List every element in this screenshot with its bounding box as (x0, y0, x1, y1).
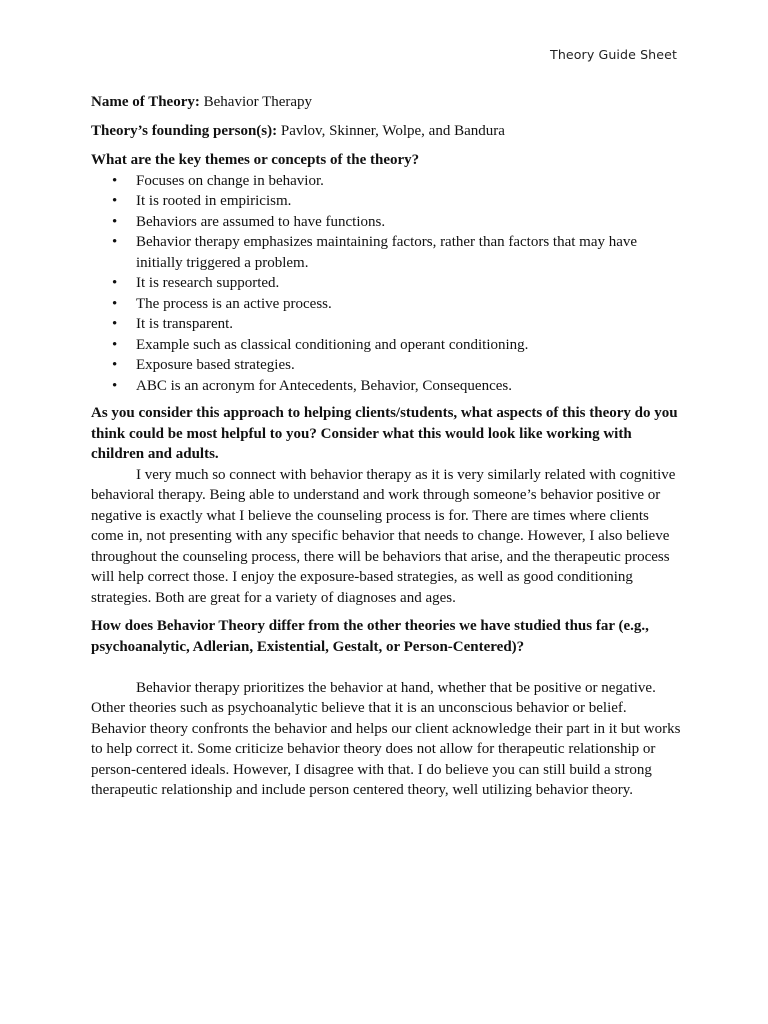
bullet-icon: • (112, 357, 118, 373)
theory-name-field (91, 92, 681, 113)
key-themes-question: What are the key themes or concepts of the theory? (91, 152, 420, 168)
bullet-icon: • (112, 193, 118, 209)
theory-differences-question: How does Behavior Theory differ from the other theories we have studied thus far (e.g., psychoanalytic, Adlerian, Existential, Gestalt, or Person-Centered)? (91, 618, 649, 655)
helpful-aspects-question: As you consider this approach to helping clients/students, what aspects of this theory do you think could be most helpful to you? Consider what this would look like working with children and adults. (91, 405, 678, 462)
list-item-text: Behaviors are assumed to have functions. (136, 213, 386, 230)
list-item-text: Example such as classical conditioning and operant conditioning. (136, 336, 529, 353)
list-item (91, 335, 681, 356)
bullet-icon: • (112, 275, 118, 291)
bullet-icon: • (112, 172, 118, 189)
bullet-icon: • (112, 234, 118, 250)
list-item-text: It is rooted in empiricism. (136, 193, 292, 209)
list-item (91, 294, 681, 315)
list-item (91, 232, 681, 273)
bullet-icon: • (112, 316, 118, 332)
list-item-text: Exposure based strategies. (136, 357, 295, 373)
theory-name-value: Behavior Therapy (199, 94, 313, 110)
list-item (91, 355, 681, 376)
list-item-text: The process is an active process. (136, 295, 332, 312)
bullet-icon: • (112, 377, 118, 394)
list-item-text: Behavior therapy emphasizes maintaining factors, rather than factors that may have initially triggered a problem. (136, 234, 638, 271)
list-item-text: Focuses on change in behavior. (136, 172, 324, 189)
list-item-text: It is transparent. (136, 316, 234, 332)
list-item (91, 314, 681, 335)
founders-label: Theory’s founding person(s): (91, 123, 278, 139)
list-item (91, 212, 681, 233)
document-body (91, 92, 681, 801)
section-gap (91, 608, 681, 616)
theory-differences-answer: Behavior therapy prioritizes the behavior at hand, whether that be positive or negative. Other theories such as psychoanalytic believe that it is an unconscious behavior or belief. Behavior theory confronts the behavior and helps our client acknowledge their part in it but works to help correct it. Some criticize behavior theory does not allow for therapeutic relationship or person-centered ideals. However, I disagree with that. I do believe you can still build a strong therapeutic relationship and include person centered theory, well utilizing behavior theory. (91, 679, 681, 798)
founders-field (91, 121, 681, 142)
founders-value: Pavlov, Skinner, Wolpe, and Bandura (277, 123, 505, 139)
running-header: Theory Guide Sheet (550, 47, 677, 62)
theory-name-label: Name of Theory: (91, 94, 200, 110)
helpful-aspects-answer: I very much so connect with behavior therapy as it is very similarly related with cognitive behavioral therapy. Being able to understand and work through someone’s behavior positive or negative is exactly what I believe the counseling process is for. There are times where clients come in, not presenting with any specific behavior that needs to change. However, I also believe throughout the counseling process, there will be behaviors that arise, and the therapeutic process will help correct those. I enjoy the exposure-based strategies, as well as good conditioning strategies. Both are great for a variety of diagnoses and ages. (91, 466, 676, 606)
bullet-icon: • (112, 336, 118, 353)
list-item (91, 191, 681, 212)
list-item (91, 376, 681, 397)
list-item (91, 273, 681, 294)
bullet-icon: • (112, 213, 118, 230)
key-themes-list (91, 171, 681, 397)
blank-line (91, 657, 681, 678)
bullet-icon: • (112, 295, 118, 312)
list-item (91, 171, 681, 192)
list-item-text: It is research supported. (136, 275, 280, 291)
list-item-text: ABC is an acronym for Antecedents, Behavior, Consequences. (136, 377, 512, 394)
